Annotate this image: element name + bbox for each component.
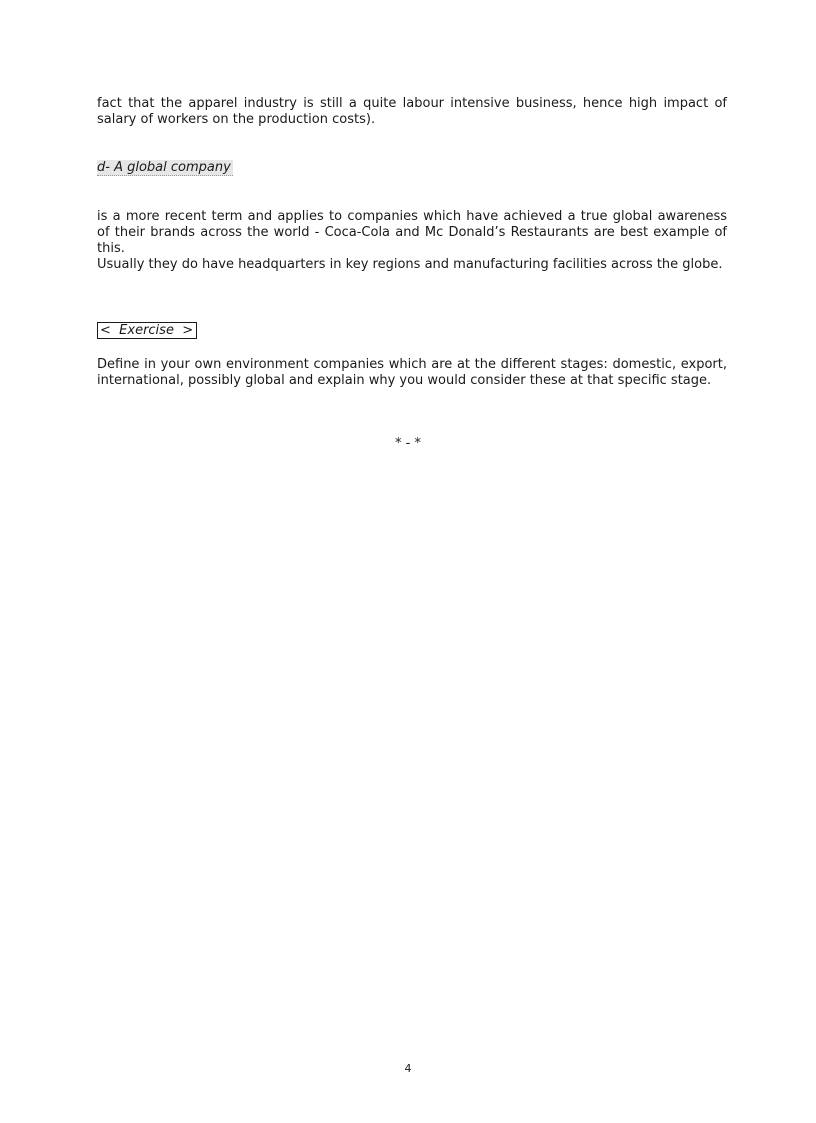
section-heading-global-company-label: d- A global company (97, 160, 231, 175)
exercise-paragraph: Define in your own environment companies which are at the different stages: domestic, export, international, possibly global and explain why you would consider these at that specific stage. (97, 357, 727, 388)
global-company-definition: is a more recent term and applies to companies which have achieved a true global awareness of their brands across the world - Coca-Cola and Mc Donald’s Restaurants are best example of this. (97, 209, 727, 256)
global-company-detail: Usually they do have headquarters in key regions and manufacturing facilities across the globe. (97, 257, 723, 272)
page-number: 4 (404, 1062, 412, 1075)
section-separator: * - * (395, 436, 421, 451)
section-heading-global-company (97, 160, 233, 176)
exercise-heading (97, 323, 197, 339)
exercise-heading-label: < Exercise > (97, 322, 197, 339)
continuation-paragraph: fact that the apparel industry is still a quite labour intensive business, hence high impact of salary of workers on the production costs). (97, 96, 727, 127)
global-company-paragraph (97, 209, 727, 273)
